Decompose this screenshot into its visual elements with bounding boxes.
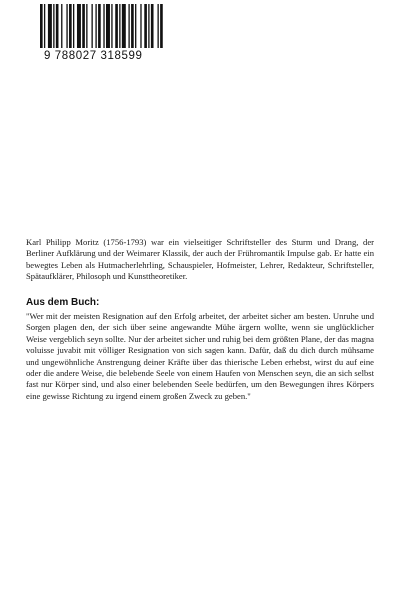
isbn-barcode [36, 4, 168, 68]
excerpt-quote: "Wer mit der meisten Resignation auf den Erfolg arbeitet, der arbeitet sicher am besten. Unruhe und Sorgen plagen den, der sich über seine angewandte Mühe ärgern wollte, wenn sie unglücklicher Weise vergeblich seyn sollte. Nur der arbeitet sicher und ruhig bei dem größten Plane, der das magna voluisse juvabit mit völliger Resignation von sich sagen kann. Dafür, daß du dich durch mühsame und ungewöhnliche Anstrengung deiner Kräfte über das thierische Leben erhebst, wirst du auf eine oder die andere Weise, die belebende Seele von einem Haufen von Menschen seyn, die an sich selbst fast nur Körper sind, und also einer belebenden Seele bedürfen, um den Bewegungen ihres Körpers eine gewisse Richtung zu irgend einem großen Zweck zu geben." [26, 311, 374, 401]
excerpt-heading: Aus dem Buch: [26, 297, 100, 308]
author-biography: Karl Philipp Moritz (1756-1793) war ein vielseitiger Schriftsteller des Sturm und Drang, der Berliner Aufklärung und der Weimarer Klassik, der auch der Frühromantik Impulse gab. Er hatte ein bewegtes Leben als Hutmacherlehrling, Schauspieler, Hofmeister, Lehrer, Redakteur, Schriftsteller, Spätaufklärer, Philosoph und Kunsttheoretiker. [26, 237, 374, 282]
barcode-bars [36, 4, 168, 54]
isbn-number: 9 788027 318599 [44, 50, 143, 62]
